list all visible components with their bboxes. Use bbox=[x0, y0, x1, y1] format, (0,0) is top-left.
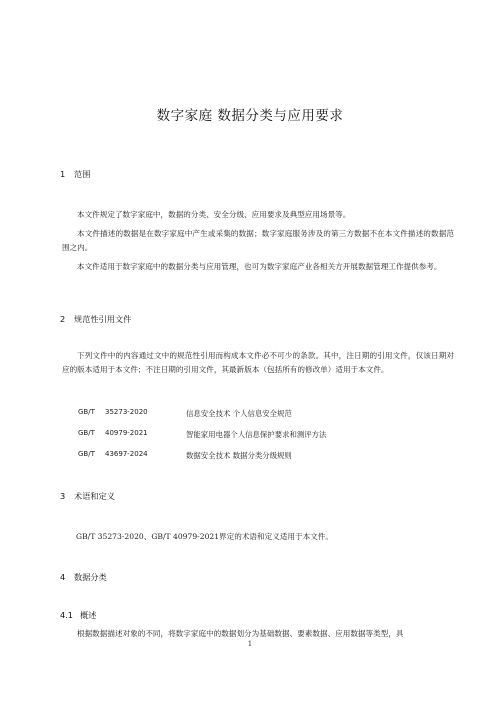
reference-prefix: GB/T bbox=[78, 450, 95, 458]
reference-number: 35273-2020 bbox=[105, 408, 148, 416]
section-heading-scope bbox=[60, 169, 90, 180]
subsection-title: 概述 bbox=[80, 610, 97, 620]
scope-paragraph-2: 本文件描述的数据是在数字家庭中产生或采集的数据；数字家庭服务涉及的第三方数据不在本文件描述的数据范围之内。 bbox=[62, 229, 454, 252]
reference-title: 智能家用电器个人信息保护要求和测评方法 bbox=[186, 430, 327, 439]
overview-paragraph: 根据数据描述对象的不同，将数字家庭中的数据划分为基础数据、要素数据、应用数据等类型，具 bbox=[77, 629, 404, 638]
reference-row bbox=[78, 429, 458, 441]
section-title: 范围 bbox=[74, 169, 91, 179]
scope-paragraph-3: 本文件适用于数字家庭中的数据分类与应用管理，也可为数字家庭产业各相关方开展数据管理工作提供参考。 bbox=[77, 262, 442, 271]
reference-row bbox=[78, 408, 458, 420]
reference-code bbox=[78, 429, 148, 437]
section-number: 2 bbox=[60, 314, 66, 324]
section-title: 术语和定义 bbox=[74, 491, 115, 501]
section-number: 3 bbox=[60, 491, 66, 501]
section-title: 规范性引用文件 bbox=[74, 314, 132, 324]
reference-code bbox=[78, 408, 148, 416]
reference-code bbox=[78, 450, 148, 458]
reference-number: 43697-2024 bbox=[105, 450, 148, 458]
section-heading-normative-references bbox=[60, 314, 131, 325]
section-heading-data-classification bbox=[60, 572, 107, 583]
scope-paragraph-1: 本文件规定了数字家庭中，数据的分类、安全分级、应用要求及典型应用场景等。 bbox=[77, 210, 351, 219]
reference-title: 数据安全技术 数据分类分级规则 bbox=[186, 451, 292, 460]
subsection-number: 4.1 bbox=[60, 610, 74, 620]
reference-prefix: GB/T bbox=[78, 408, 95, 416]
reference-prefix: GB/T bbox=[78, 429, 95, 437]
reference-title: 信息安全技术 个人信息安全规范 bbox=[186, 409, 292, 418]
section-title: 数据分类 bbox=[74, 572, 107, 582]
section-number: 1 bbox=[60, 169, 66, 179]
subsection-heading-overview bbox=[60, 610, 96, 621]
document-title: 数字家庭 数据分类与应用要求 bbox=[156, 108, 344, 124]
normative-intro-paragraph: 下列文件中的内容通过文中的规范性引用而构成本文件必不可少的条款。其中，注日期的引用文件，仅该日期对应的版本适用于本文件；不注日期的引用文件，其最新版本（包括所有的修改单）适用于本文件。 bbox=[62, 351, 454, 374]
page-number: 1 bbox=[247, 640, 253, 648]
section-heading-terms bbox=[60, 491, 115, 502]
reference-row bbox=[78, 450, 458, 462]
terms-paragraph: GB/T 35273-2020、GB/T 40979-2021界定的术语和定义适用于本文件。 bbox=[76, 532, 333, 541]
reference-number: 40979-2021 bbox=[105, 429, 148, 437]
section-number: 4 bbox=[60, 572, 66, 582]
